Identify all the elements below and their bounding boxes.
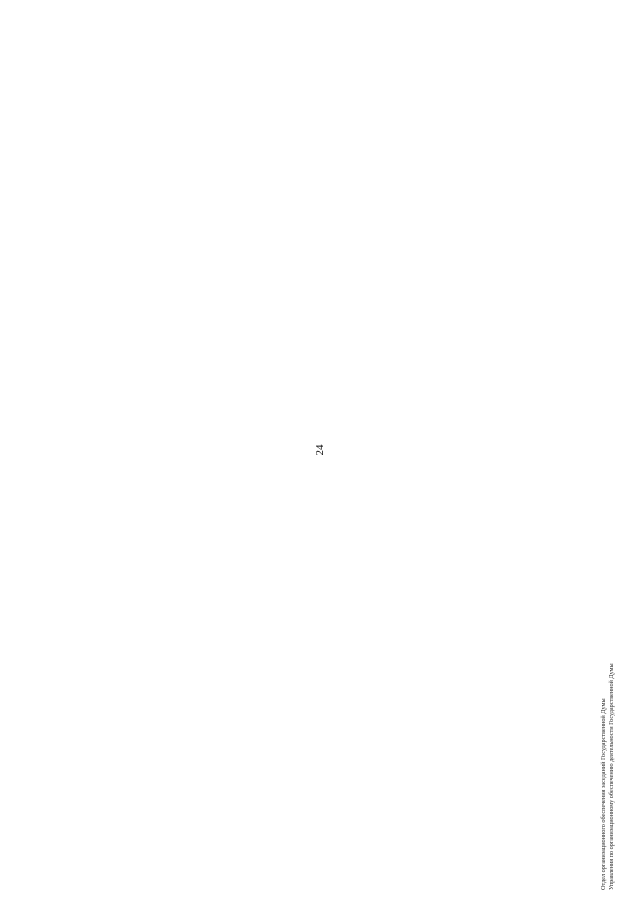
footer-line: Управления по организационному обеспечению деятельности Государственной Думы — [608, 663, 615, 890]
page-number: 24 — [314, 444, 326, 456]
page-footer — [600, 590, 640, 890]
footer-line: Отдел организационного обеспечения заседаний Государственной Думы — [600, 698, 607, 890]
